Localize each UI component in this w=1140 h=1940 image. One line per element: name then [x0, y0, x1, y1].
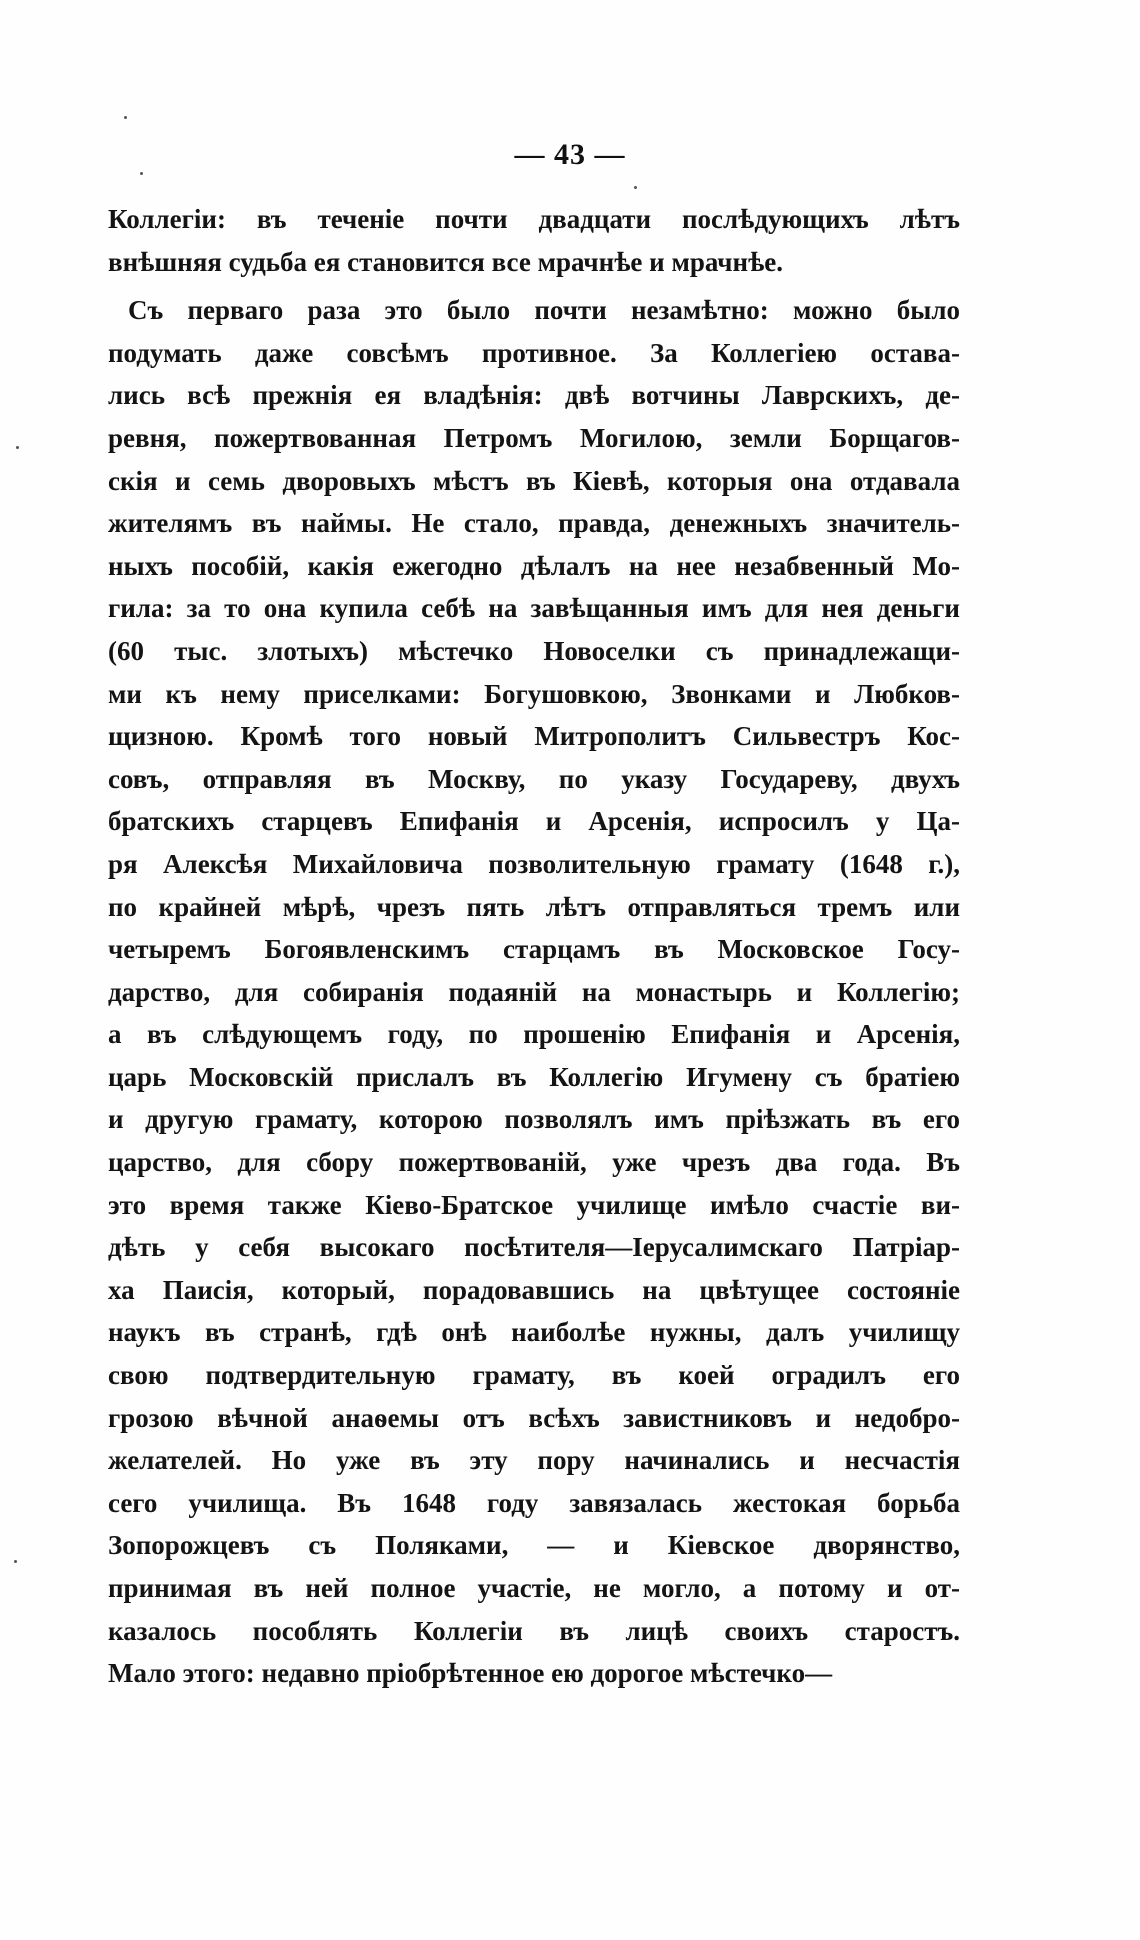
text-line: четыремъ Богоявленскимъ старцамъ въ Московское Госу- [108, 934, 960, 965]
text-line: совъ, отправляя въ Москву, по указу Государеву, двухъ [108, 763, 960, 794]
text-line: щизною. Кромѣ того новый Митрополитъ Сильвестръ Кос- [108, 721, 960, 752]
text-line: дарство, для собиранія подаяній на монастырь и Коллегію; [108, 976, 960, 1007]
text-line: казалось пособлять Коллегіи въ лицѣ своихъ старостъ. [108, 1615, 960, 1646]
text-line: сего училища. Въ 1648 году завязалась жестокая борьба [108, 1487, 960, 1518]
text-line: внѣшняя судьба ея становится все мрачнѣе и мрачнѣе. [108, 246, 783, 277]
text-line: лись всѣ прежнія ея владѣнія: двѣ вотчины Лаврскихъ, де- [108, 380, 960, 411]
text-line: это время также Кіево-Братское училище имѣло счастіе ви- [108, 1189, 960, 1220]
text-line: а въ слѣдующемъ году, по прошенію Епифанія и Арсенія, [108, 1019, 960, 1050]
scan-speck [124, 116, 127, 119]
page-number: — 43 — [514, 138, 626, 171]
text-line: гила: за то она купила себѣ на завѣщанныя имъ для нея деньги [108, 593, 960, 624]
text-line: Съ перваго раза это было почти незамѣтно: можно было [128, 295, 960, 326]
text-line: Зопорожцевъ съ Поляками, — и Кіевское дворянство, [108, 1530, 960, 1561]
text-line: ревня, пожертвованная Петромъ Могилою, земли Борщагов- [108, 422, 960, 453]
text-line: царь Московскій прислалъ въ Коллегію Игумену съ братіею [108, 1061, 960, 1092]
text-line: принимая въ ней полное участіе, не могло, а потому и от- [108, 1573, 960, 1603]
text-line: ми къ нему приселками: Богушовкою, Звонками и Любков- [108, 678, 960, 709]
text-line: свою подтвердительную грамату, въ коей оградилъ его [108, 1360, 960, 1391]
scan-speck [634, 186, 637, 189]
page-body-text [108, 198, 960, 1695]
text-line: ныхъ пособій, какія ежегодно дѣлалъ на нее незабвенный Мо- [108, 550, 960, 581]
text-line: подумать даже совсѣмъ противное. За Коллегіею остава- [108, 337, 960, 368]
text-line: (60 тыс. злотыхъ) мѣстечко Новоселки съ принадлежащи- [108, 635, 960, 666]
text-line: по крайней мѣрѣ, чрезъ пять лѣтъ отправляться тремъ или [108, 891, 960, 922]
text-line: наукъ въ странѣ, гдѣ онѣ наиболѣе нужны, далъ училищу [108, 1317, 960, 1348]
text-line: грозою вѣчной анаѳемы отъ всѣхъ завистниковъ и недобро- [108, 1402, 960, 1433]
scan-speck [14, 1560, 17, 1563]
text-line: скія и семь дворовыхъ мѣстъ въ Кіевѣ, которыя она отдавала [108, 465, 960, 496]
text-line: жителямъ въ наймы. Не стало, правда, денежныхъ значитель- [108, 508, 960, 539]
scan-speck [16, 446, 19, 449]
text-line: ха Паисія, который, порадовавшись на цвѣтущее состояніе [108, 1274, 960, 1305]
scan-speck [140, 172, 143, 175]
text-line: желателей. Но уже въ эту пору начинались и несчастія [108, 1445, 960, 1476]
text-line: дѣть у себя высокаго посѣтителя—Іерусалимскаго Патріар- [108, 1232, 960, 1263]
text-line: ря Алексѣя Михайловича позволительную грамату (1648 г.), [108, 848, 960, 879]
text-line: Мало этого: недавно пріобрѣтенное ею дорогое мѣстечко— [108, 1658, 833, 1689]
text-line: Коллегіи: въ теченіе почти двадцати послѣдующихъ лѣтъ [108, 204, 960, 234]
text-line: братскихъ старцевъ Епифанія и Арсенія, испросилъ у Ца- [108, 806, 960, 837]
text-line: и другую грамату, которою позволялъ имъ пріѣзжать въ его [108, 1104, 960, 1135]
text-line: царство, для сбору пожертвованій, уже чрезъ два года. Въ [108, 1147, 960, 1178]
